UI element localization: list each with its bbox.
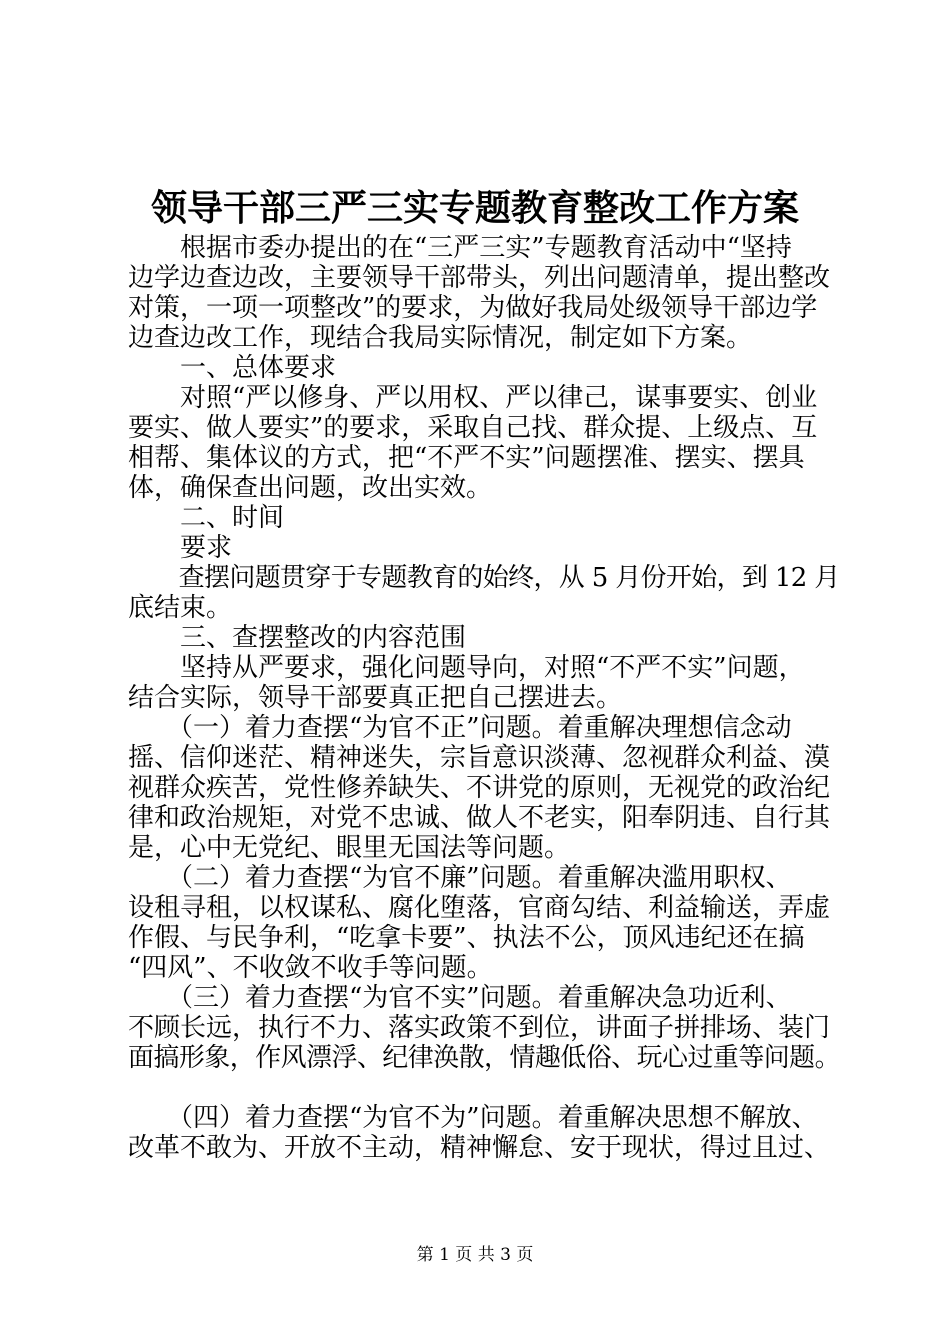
text-line: 是，心中无党纪、眼里无国法等问题。 — [128, 833, 571, 863]
document-body — [128, 233, 840, 1163]
text-line: 律和政治规矩，对党不忠诚、做人不老实，阳奉阴违、自行其 — [128, 803, 831, 833]
text-line: 相帮、集体议的方式，把“不严不实”问题摆准、摆实、摆具 — [128, 443, 805, 473]
text-line: 设租寻租，以权谋私、腐化堕落，官商勾结、利益输送，弄虚 — [128, 893, 831, 923]
text-line: （二）着力查摆“为官不廉”问题。着重解决滥用职权、 — [128, 863, 792, 893]
text-line: 作假、与民争利，“吃拿卡要”、执法不公，顶风违纪还在搞 — [128, 923, 805, 953]
text-line: （三）着力查摆“为官不实”问题。着重解决急功近利、 — [128, 983, 792, 1013]
text-line: 摇、信仰迷茫、精神迷失，宗旨意识淡薄、忽视群众利益、漠 — [128, 743, 831, 773]
text-line: 一、总体要求 — [128, 353, 337, 383]
text-line: （四）着力查摆“为官不为”问题。着重解决思想不解放、 — [128, 1103, 818, 1133]
text-line: 结合实际，领导干部要真正把自己摆进去。 — [128, 683, 623, 713]
text-line: 底结束。 — [128, 593, 233, 623]
text-line: （一）着力查摆“为官不正”问题。着重解决理想信念动 — [128, 713, 792, 743]
text-line: 不顾长远，执行不力、落实政策不到位，讲面子拼排场、装门 — [128, 1013, 831, 1043]
text-line: 边学边查边改，主要领导干部带头，列出问题清单，提出整改 — [128, 263, 831, 293]
text-line — [128, 1073, 840, 1103]
text-line: 体，确保查出问题，改出实效。 — [128, 473, 493, 503]
text-line: “四风”、不收敛不收手等问题。 — [128, 953, 493, 983]
page-footer: 第 1 页 共 3 页 — [416, 1245, 534, 1265]
text-line: 改革不敢为、开放不主动，精神懈怠、安于现状，得过且过、 — [128, 1133, 831, 1163]
text-line: 三、查摆整改的内容范围 — [128, 623, 467, 653]
text-line: 二、时间 — [128, 503, 285, 533]
document-title: 领导干部三严三实专题教育整改工作方案 — [150, 187, 799, 229]
text-line: 对策，一项一项整改”的要求，为做好我局处级领导干部边学 — [128, 293, 818, 323]
text-line: 对照“严以修身、严以用权、严以律己，谋事要实、创业 — [128, 383, 818, 413]
text-line: 查摆问题贯穿于专题教育的始终，从 5 月份开始，到 12 月 — [128, 563, 840, 593]
text-line: 坚持从严要求，强化问题导向，对照“不严不实”问题， — [128, 653, 805, 683]
text-line: 视群众疾苦，党性修养缺失、不讲党的原则，无视党的政治纪 — [128, 773, 831, 803]
text-line: 要求 — [128, 533, 233, 563]
text-line: 根据市委办提出的在“三严三实”专题教育活动中“坚持 — [128, 233, 792, 263]
text-line: 面搞形象，作风漂浮、纪律涣散，情趣低俗、玩心过重等问题。 — [128, 1043, 841, 1073]
text-line: 要实、做人要实”的要求，采取自己找、群众提、上级点、互 — [128, 413, 818, 443]
text-line: 边查边改工作，现结合我局实际情况，制定如下方案。 — [128, 323, 753, 353]
